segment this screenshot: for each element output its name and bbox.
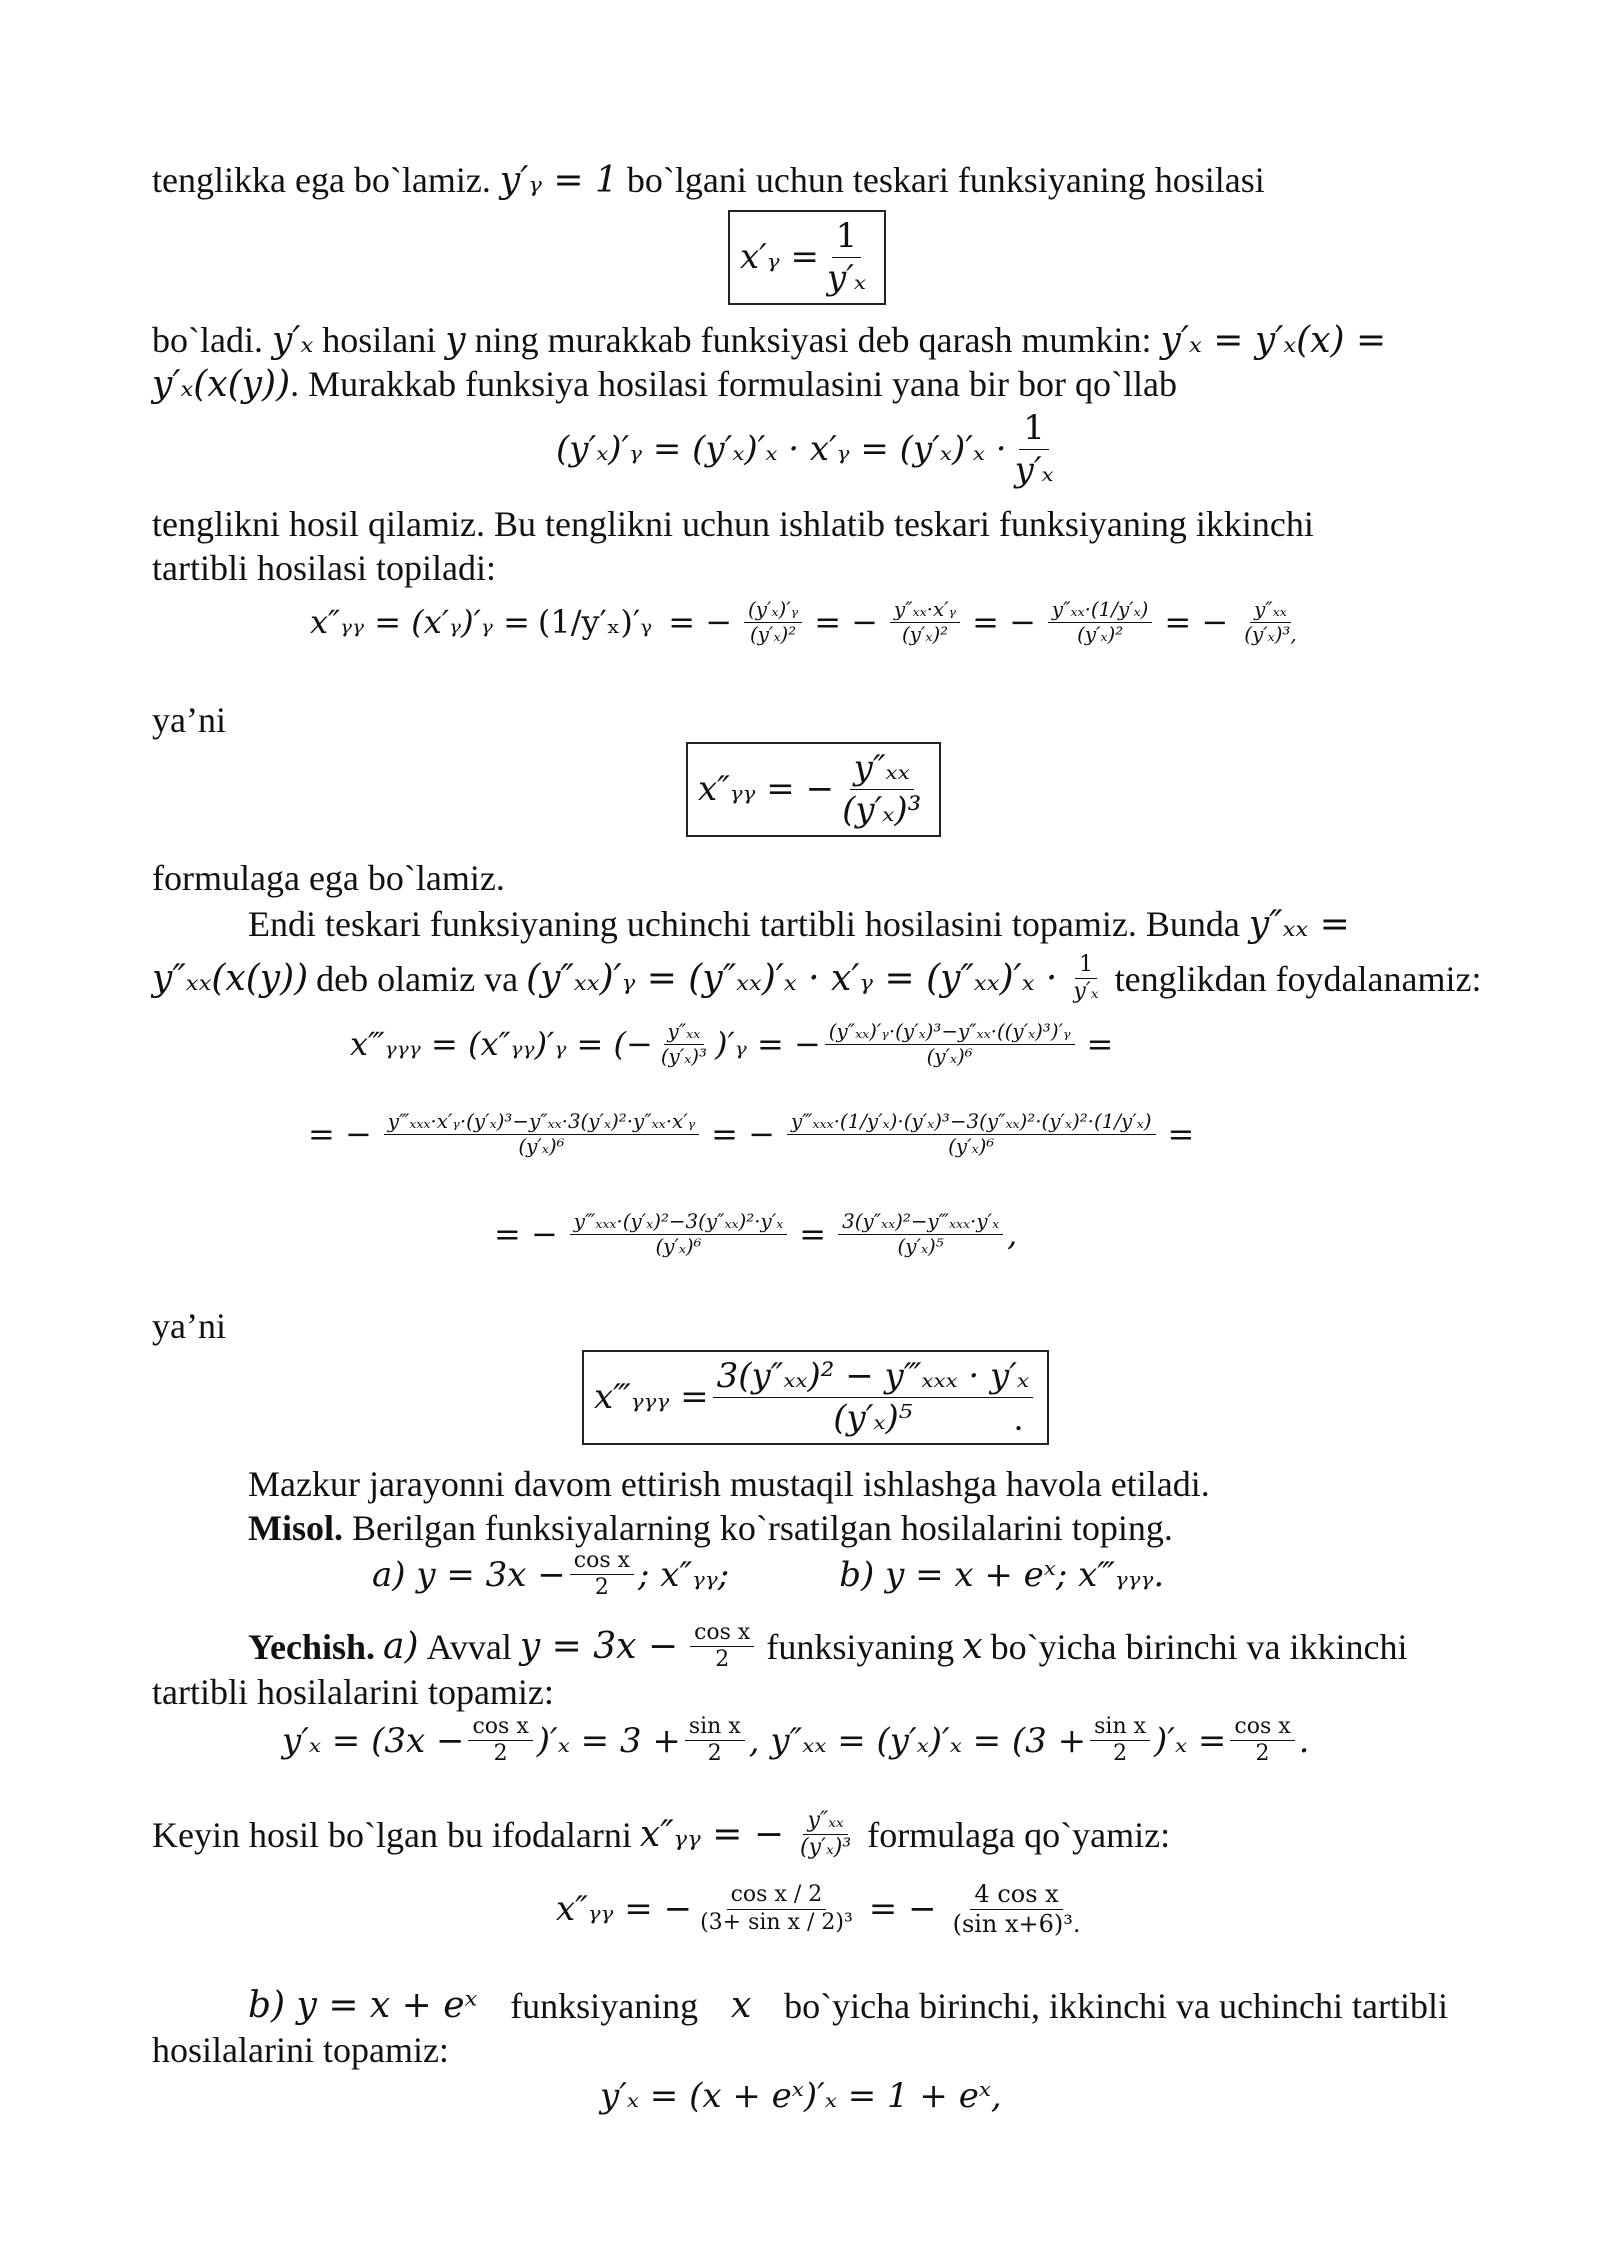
text-line: Yechish. a) Avval y = 3x − $\frac{\text{cos x}}{2}$ funksiyaning x bo`yicha birinchi va ikkinchi [248,1620,1408,1673]
text-line: tartibli hosilalarini topamiz: [152,1672,554,1712]
formula-third-derivative-simplify: = − $\frac{\text{y‴ₓₓₓ·(y′ₓ)²−3(y″ₓₓ)²·y′ₓ}}{\text{(y′ₓ)⁶}}$ = $\frac{\text{3(y″ₓₓ)²−y‴ₓₓₓ·y′ₓ}}{\text{(y′ₓ)⁵}}$ , [494,1210,1018,1258]
text-line: formulaga ega bo`lamiz. [152,858,505,898]
text-line: Endi teskari funksiyaning uchinchi tartibli hosilasini topamiz. Bunda y″ₓₓ = [248,904,1350,945]
text-line: tartibli hosilasi topiladi: [152,548,496,588]
boxed-formula-second-derivative: x″ᵧᵧ = − $\frac{\text{y″ₓₓ}}{\text{(y′ₓ)³}}$ [686,742,941,837]
boxed-formula-third-derivative: x‴ᵧᵧᵧ = $\frac{\text{3(y″ₓₓ)² − y‴ₓₓₓ · y′ₓ}}{\text{(y′ₓ)⁵}}$ [582,1350,1049,1445]
text-line: y″ₓₓ(x(y)) deb olamiz va (y″ₓₓ)′ᵧ = (y″ₓₓ)′ₓ · x′ᵧ = (y″ₓₓ)′ₓ · $\frac{1}{\text{y′ₓ}}$ tenglikdan foydalanamiz: [152,952,1482,1005]
text-line: bo`ladi. y′ₓ hosilani y ning murakkab funksiyasi deb qarash mumkin: y′ₓ = y′ₓ(x) = [152,320,1387,361]
text-line: Misol. Berilgan funksiyalarning ko`rsatilgan hosilalarini toping. [248,1508,1173,1548]
formula-chain-rule: (y′ₓ)′ᵧ = (y′ₓ)′ₓ · x′ᵧ = (y′ₓ)′ₓ · $\frac{1}{\text{y′ₓ}}$ [556,408,1054,490]
text-line: tenglikni hosil qilamiz. Bu tenglikni uchun ishlatib teskari funksiyaning ikkinchi [152,504,1314,544]
text-line: hosilalarini topamiz: [152,2030,449,2070]
text-line: Mazkur jarayonni davom ettirish mustaqil ishlashga havola etiladi. [248,1464,1210,1504]
text-line: tenglikka ega bo`lamiz. y′ᵧ = 1 bo`lgani uchun teskari funksiyaning hosilasi [152,160,1265,201]
formula-derivatives-a: y′ₓ = (3x − $\frac{\text{cos x}}{2}$ )′ₓ = 3 + $\frac{\text{sin x}}{2}$ , y″ₓₓ = (y′ₓ)′ₓ = (3 + $\frac{\text{sin x}}{2}$ )′ₓ = $\frac{\text{cos x}}{2}$ . [282,1714,1310,1767]
formula-third-derivative-start: x‴ᵧᵧᵧ = (x″ᵧᵧ)′ᵧ = (− $\frac{\text{y″ₓₓ}}{\text{(y′ₓ)³}}$ )′ᵧ = − $\frac{\text{(y″ₓₓ)′ᵧ·(y′ₓ)³−y″ₓₓ·((y′ₓ)³)′ᵧ}}{\text{(y′ₓ)⁶}}$ = [350,1020,1114,1068]
formula-second-derivative: x″ᵧᵧ = (x′ᵧ)′ᵧ = (1/y′ₓ)′ᵧ = − $\frac{\text{(y′ₓ)′ᵧ}}{\text{(y′ₓ)²}}$ = − $\frac{\text{y″ₓₓ·x′ᵧ}}{\text{(y′ₓ)²}}$ = − $\frac{\text{y″ₓₓ·(1/y′ₓ)}}{\text{(y′ₓ)²}}$ = − $\frac{\text{y″ₓₓ}}{\text{(y′ₓ)³,}}$ [310,598,1297,646]
text-line: ya’ni [152,700,226,740]
example-problems: a) y = 3x − $\frac{\text{cos x}}{2}$ ; x″ᵧᵧ; b) y = x + eˣ; x‴ᵧᵧᵧ. [372,1548,1165,1601]
formula-derivative-b: y′ₓ = (x + eˣ)′ₓ = 1 + eˣ, [600,2076,1002,2116]
boxed-formula-inverse-derivative: x′ᵧ = $\frac{1}{\text{y′ₓ}}$ [728,210,886,305]
text-line: y′ₓ(x(y)). Murakkab funksiya hosilasi formulasini yana bir bor qo`llab [152,364,1177,405]
formula-result-a: x″ᵧᵧ = − $\frac{\text{cos x / 2}}{\text{(3+ sin x / 2)³}}$ = − $\frac{\text{4 cos x}}{\text{(sin x+6)³.}}$ [556,1880,1081,1938]
formula-third-derivative-expand: = − $\frac{\text{y‴ₓₓₓ·x′ᵧ·(y′ₓ)³−y″ₓₓ·3(y′ₓ)²·y″ₓₓ·x′ᵧ}}{\text{(y′ₓ)⁶}}$ = − $\frac{\text{y‴ₓₓₓ·(1/y′ₓ)·(y′ₓ)³−3(y″ₓₓ)²·(y′ₓ)²·(1/y′ₓ)}}{\text{(y′ₓ)⁶}}$ = [308,1110,1195,1158]
text-line: b) y = x + eˣ funksiyaning x bo`yicha birinchi, ikkinchi va uchinchi tartibli [248,1985,1448,2026]
text-line: Keyin hosil bo`lgan bu ifodalarni x″ᵧᵧ = − $\frac{\text{y″ₓₓ}}{\text{(y′ₓ)³}}$ formulaga qo`yamiz: [152,1808,1171,1861]
text-line: ya’ni [152,1306,226,1346]
text-line: . [1014,1398,1023,1438]
